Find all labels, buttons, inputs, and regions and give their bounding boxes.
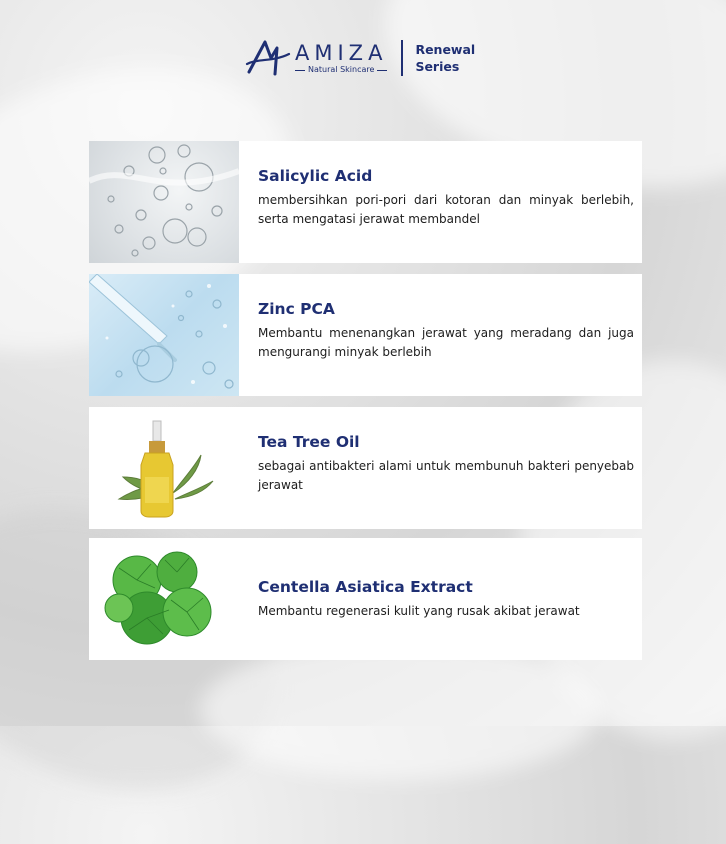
essential-oil-bottle-image xyxy=(89,407,239,529)
ingredient-title: Salicylic Acid xyxy=(258,167,373,185)
ingredient-description: Membantu regenerasi kulit yang rusak akibat jerawat xyxy=(258,604,580,618)
series-line-1: Renewal xyxy=(415,42,476,57)
ingredient-description: membersihkan pori-pori dari kotoran dan minyak berlebih, serta mengatasi jerawat membandel xyxy=(258,193,634,226)
ingredient-title: Tea Tree Oil xyxy=(258,433,360,451)
ingredient-card-salicylic-acid xyxy=(89,141,642,263)
ingredient-text xyxy=(239,538,642,660)
brand-name: AMIZA xyxy=(295,41,388,65)
header xyxy=(245,36,475,80)
ingredient-title: Zinc PCA xyxy=(258,300,335,318)
brand-tagline: Natural Skincare xyxy=(308,65,375,74)
ingredient-card-zinc-pca xyxy=(89,274,642,396)
ingredient-card-centella-asiatica xyxy=(89,538,642,660)
clear-gel-bubbles-image xyxy=(89,141,239,263)
ingredient-card-tea-tree-oil xyxy=(89,407,642,529)
ingredient-text xyxy=(239,407,642,529)
ingredient-description: Membantu menenangkan jerawat yang meradang dan juga mengurangi minyak berlebih xyxy=(258,326,634,359)
blue-serum-pipette-image xyxy=(89,274,239,396)
ingredient-text xyxy=(239,274,642,396)
brand-tagline-row xyxy=(295,65,387,75)
ingredient-description: sebagai antibakteri alami untuk membunuh bakteri penyebab jerawat xyxy=(258,459,634,492)
ingredient-text xyxy=(239,141,642,263)
ingredient-title: Centella Asiatica Extract xyxy=(258,578,473,596)
series-line-2: Series xyxy=(415,59,460,74)
series-label xyxy=(415,41,475,75)
amiza-logo-icon xyxy=(245,38,291,78)
centella-leaves-image xyxy=(89,538,239,660)
header-divider xyxy=(401,40,403,76)
brand xyxy=(295,41,387,75)
